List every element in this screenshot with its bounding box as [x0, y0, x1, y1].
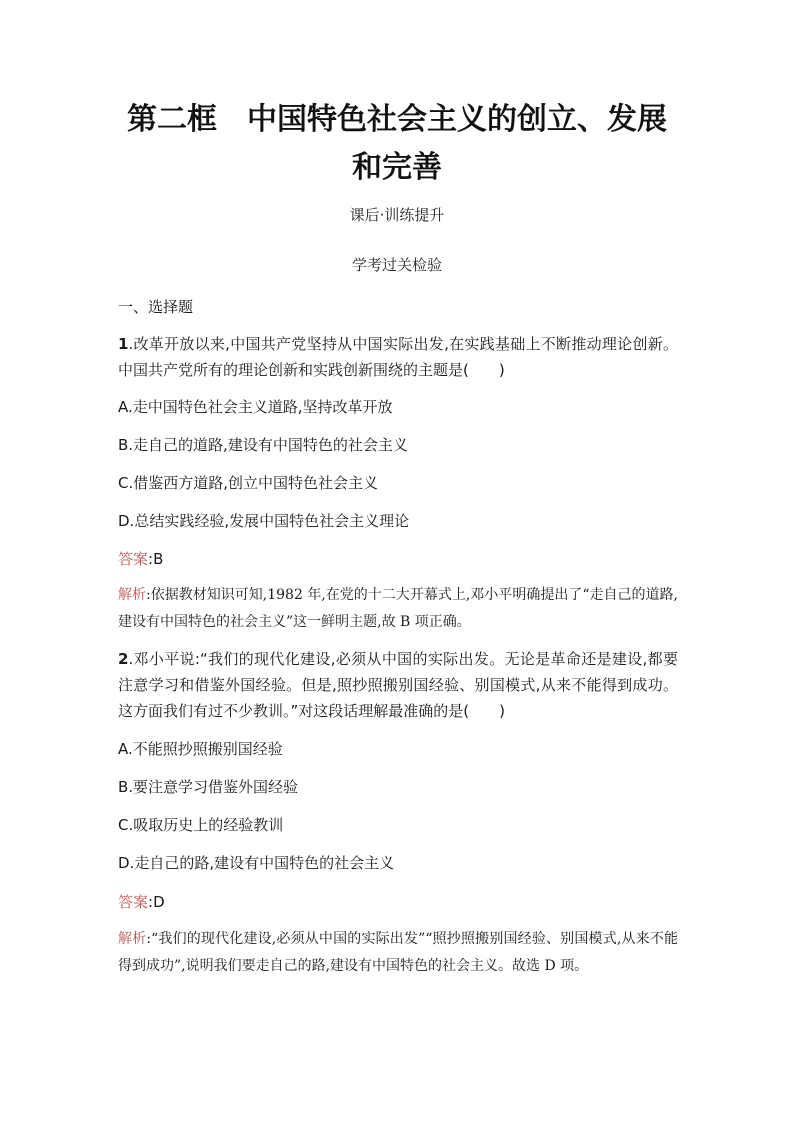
answer-value: :B	[148, 550, 164, 568]
level-heading: 学考过关检验	[351, 256, 442, 274]
title-line-1: 第二框 中国特色社会主义的创立、发展	[127, 102, 667, 137]
answer-label: 答案	[118, 893, 149, 911]
title-line-2: 和完善	[352, 150, 442, 185]
page-title	[100, 96, 694, 192]
option-d: D.总结实践经验,发展中国特色社会主义理论	[118, 512, 410, 530]
option-d: D.走自己的路,建设有中国特色的社会主义	[118, 854, 395, 872]
answer-1	[118, 546, 678, 572]
question-text: .邓小平说:“我们的现代化建设,必须从中国的实际出发。无论是革命还是建设,都要注意学习和借鉴外国经验。但是,照抄照搬别国经验、别国模式,从来不能得到成功。这方面我们有过不少教训。”对这段话理解最准确的是( )	[118, 650, 678, 720]
option-c: C.吸取历史上的经验教训	[118, 816, 284, 834]
question-number: 1	[118, 335, 129, 353]
question-text: .改革开放以来,中国共产党坚持从中国实际出发,在实践基础上不断推动理论创新。中国共产党所有的理论创新和实践创新围绕的主题是( )	[118, 335, 678, 379]
subtitle: 课后·训练提升	[349, 206, 445, 224]
question-number: 2	[118, 650, 129, 668]
section-heading: 一、选择题	[118, 298, 194, 316]
answer-2	[118, 889, 678, 915]
answer-label: 答案	[118, 550, 149, 568]
answer-value: :D	[148, 893, 165, 911]
option-b: B.走自己的道路,建设有中国特色的社会主义	[118, 436, 408, 454]
explanation-label: 解析	[118, 931, 147, 947]
option-a: A.不能照抄照搬别国经验	[118, 740, 283, 758]
explanation-text: :依据教材知识可知,1982 年,在党的十二大开幕式上,邓小平明确提出了“走自己的道路,建设有中国特色的社会主义”这一鲜明主题,故 B 项正确。	[118, 587, 678, 630]
option-b: B.要注意学习借鉴外国经验	[118, 778, 299, 796]
explanation-label: 解析	[118, 587, 147, 603]
option-a: A.走中国特色社会主义道路,坚持改革开放	[118, 398, 393, 416]
question-2	[118, 646, 678, 724]
option-c: C.借鉴西方道路,创立中国特色社会主义	[118, 474, 379, 492]
question-1	[118, 331, 678, 383]
explanation-2	[118, 926, 678, 980]
explanation-text: :“我们的现代化建设,必须从中国的实际出发”“照抄照搬别国经验、别国模式,从来不能得到成功”,说明我们要走自己的路,建设有中国特色的社会主义。故选 D 项。	[118, 931, 679, 974]
explanation-1	[118, 582, 678, 636]
